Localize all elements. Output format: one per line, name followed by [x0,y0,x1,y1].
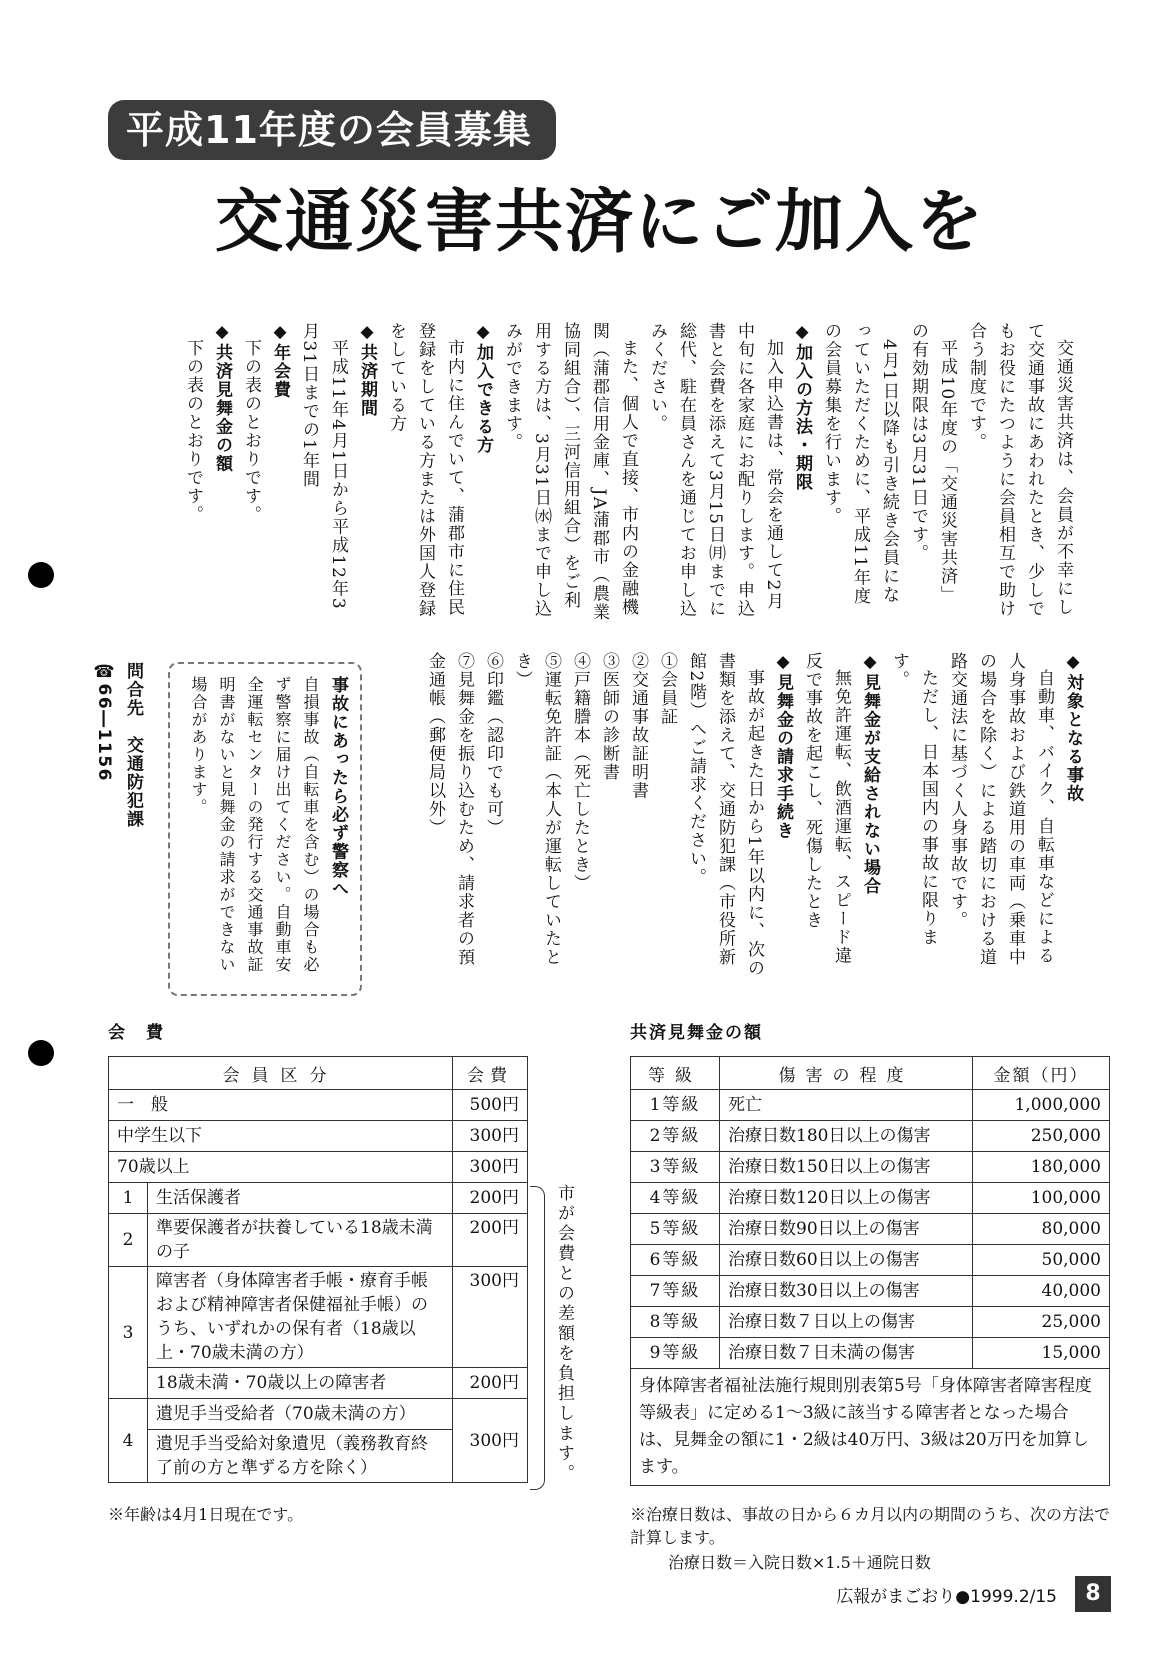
table-row [631,1183,1110,1214]
benefit-grade: 2等級 [631,1121,720,1152]
table-row [109,1090,528,1121]
benefit-desc: 治療日数90日以上の傷害 [720,1214,973,1245]
table-row [109,1183,528,1214]
row-amount: 300円 [453,1399,528,1483]
contact-phone: ☎66―1156 [94,662,114,782]
row-number: 2 [109,1214,148,1267]
section-heading: ◆共済期間 [357,322,377,418]
row-number: 1 [109,1183,148,1214]
benefit-amount: 100,000 [973,1183,1110,1214]
table-row [109,1368,528,1399]
contact-info [89,662,147,882]
table-row [631,1245,1110,1276]
benefit-title: 共済見舞金の額 [630,1023,763,1043]
row-number: 3 [109,1267,148,1399]
row-label: 中学生以下 [109,1121,453,1152]
section-heading: ◆見舞金が支給されない場合 [860,652,880,896]
table-row [631,1090,1110,1121]
paragraph: 下の表のとおりです。 [183,339,203,524]
benefit-desc: 治療日数120日以上の傷害 [720,1183,973,1214]
row-label: 準要保護者が扶養している18歳未満の子 [148,1214,453,1267]
subsidy-note: 市が会費との差額を負担します。 [554,1184,574,1484]
paragraph: 交通災害共済は、会員が不幸にして交通事故にあわれたとき、少しでもお役にたつように会員相互で助け合う制度です。 [966,322,1073,618]
benefit-desc: 死亡 [720,1090,973,1121]
benefit-amount: 250,000 [973,1121,1110,1152]
section-heading: ◆加入できる方 [473,322,493,455]
row-amount: 300円 [453,1121,528,1152]
row-number: 4 [109,1399,148,1483]
fee-col-category: 会員区分 [109,1057,453,1090]
row-amount: 300円 [453,1267,528,1368]
top-article [178,322,1077,622]
benefit-amount: 50,000 [973,1245,1110,1276]
paragraph: 加入申込書は、常会を通して2月中旬に各家庭にお配りします。申込書と会費を添えて3月15日㈪までに総代、駐在員さんを通じてお申し込みください。 [647,322,783,618]
paragraph: ただし、日本国内の事故に限ります。 [889,652,938,947]
benefit-amount: 15,000 [973,1338,1110,1369]
benefit-amount: 80,000 [973,1214,1110,1245]
paragraph: 事故が起きた日から1年以内に、次の書類を添えて、交通防犯課（市役所新館2階）へご請求ください。 [686,652,764,978]
benefit-desc: 治療日数60日以上の傷害 [720,1245,973,1276]
list-item: ①会員証 [657,652,677,726]
row-label: 18歳未満・70歳以上の障害者 [148,1368,453,1399]
benefit-footnote: ※治療日数は、事故の日から６カ月以内の期間のうち、次の方法で計算します。 [630,1505,1111,1547]
row-label: 70歳以上 [109,1152,453,1183]
benefit-desc: 治療日数180日以上の傷害 [720,1121,973,1152]
row-label: 遺児手当受給者（70歳未満の方） [148,1399,453,1430]
paragraph: 下の表のとおりです。 [241,339,261,524]
benefit-grade: 8等級 [631,1307,720,1338]
row-amount: 500円 [453,1090,528,1121]
binder-hole-mark [28,562,54,588]
paragraph: 4月1日以降も引き続き会員になっていただくために、平成11年度の会員募集を行います。 [821,322,899,606]
subsidy-bracket [530,1186,545,1490]
benefit-desc: 治療日数150日以上の傷害 [720,1152,973,1183]
paragraph: 市内に住んでいて、蒲郡市に住民登録をしている方または外国人登録をしている方 [386,322,464,618]
benefit-col-grade: 等級 [631,1057,720,1090]
paragraph: 自動車、バイク、自転車などによる人身事故および鉄道用の車両（乗車中の場合を除く）による踏切における道路交通法に基づく人身事故です。 [947,652,1054,967]
list-item: ④戸籍謄本（死亡したとき） [570,652,590,893]
fee-simple-rows [109,1090,528,1183]
table-row [631,1121,1110,1152]
table-row [109,1267,528,1368]
section-heading: ◆年会費 [270,322,290,399]
fee-title: 会 費 [108,1023,165,1043]
benefit-amount: 1,000,000 [973,1090,1110,1121]
publication-footer: 広報がまごおり●1999.2/15 [836,1587,1057,1607]
fee-col-amount: 会費 [453,1057,528,1090]
row-amount: 300円 [453,1152,528,1183]
table-row [631,1338,1110,1369]
contact-dept: 問合先 交通防犯課 [123,662,143,829]
section-heading: ◆共済見舞金の額 [212,322,232,473]
list-item: ②交通事故証明書 [628,652,648,800]
list-item: ⑦見舞金を振り込むため、請求者の預金通帳（郵便局以外） [425,652,474,967]
benefit-table [630,1056,1110,1486]
benefit-grade: 9等級 [631,1338,720,1369]
table-row [631,1214,1110,1245]
table-row [631,1152,1110,1183]
list-item: ⑤運転免許証（本人が運転していたとき） [512,652,561,967]
list-item: ③医師の診断書 [599,652,619,782]
row-label: 一 般 [109,1090,453,1121]
benefit-grade: 1等級 [631,1090,720,1121]
notice [184,676,352,976]
benefit-desc: 治療日数７日以上の傷害 [720,1307,973,1338]
benefit-amount: 25,000 [973,1307,1110,1338]
paragraph: 平成10年度の「交通災害共済」の有効期限は3月31日です。 [908,322,957,605]
benefit-amount: 40,000 [973,1276,1110,1307]
benefit-grade: 6等級 [631,1245,720,1276]
benefit-grade: 4等級 [631,1183,720,1214]
table-row [109,1399,528,1430]
row-amount: 200円 [453,1214,528,1267]
table-row [631,1276,1110,1307]
fee-table [108,1056,528,1483]
notice-title: 事故にあったら必ず警察へ [328,676,348,898]
table-row [631,1307,1110,1338]
benefit-grade: 5等級 [631,1214,720,1245]
row-label: 遺児手当受給対象遺児（義務教育終了前の方と準ずる方を除く） [148,1430,453,1483]
benefit-note: 身体障害者福祉法施行規則別表第5号「身体障害者障害程度等級表」に定める1～3級に該当する障害者となった場合は、見舞金の額に1・2級は40万円、3級は20万円を加算します。 [631,1369,1110,1486]
table-row [109,1152,528,1183]
mid-article [420,652,1087,982]
row-amount: 200円 [453,1183,528,1214]
benefit-formula: 治療日数＝入院日数×1.5＋通院日数 [668,1553,931,1572]
benefit-amount: 180,000 [973,1152,1110,1183]
benefit-grade: 7等級 [631,1276,720,1307]
page-number: 8 [1075,1576,1111,1612]
row-label: 障害者（身体障害者手帳・療育手帳および精神障害者保健福祉手帳）のうち、いずれかの保有者（18歳以上・70歳未満の方） [148,1267,453,1368]
row-amount: 200円 [453,1368,528,1399]
binder-hole-mark [28,1040,54,1066]
table-row [109,1214,528,1267]
section-tag: 平成11年度の会員募集 [108,100,556,160]
row-label: 生活保護者 [148,1183,453,1214]
benefit-desc: 治療日数７日未満の傷害 [720,1338,973,1369]
paragraph: 平成11年4月1日から平成12年3月31日までの1年間 [299,322,348,611]
section-heading: ◆見舞金の請求手続き [773,652,793,840]
benefit-rows [631,1090,1110,1369]
fee-footnote: ※年齢は4月1日現在です。 [108,1505,304,1524]
paragraph: また、個人で直接、市内の金融機関（蒲郡信用金庫、JA蒲郡市（農業協同組合）、三河信用組合）をご利用する方は、3月31日㈬まで申し込みができます。 [502,322,638,622]
section-heading: ◆対象となる事故 [1063,652,1083,803]
table-row [631,1369,1110,1486]
benefit-col-desc: 傷害の程度 [720,1057,973,1090]
paragraph: 無免許運転、飲酒運転、スピード違反で事故を起こし、死傷したとき [802,652,851,965]
notice-body: 自損事故（自転車を含む）の場合も必ず警察に届け出てください。自動車安全運転センターの発行する交通事故証明書がないと見舞金の請求ができない場合があります。 [189,676,320,974]
benefit-grade: 3等級 [631,1152,720,1183]
headline: 交通災害共済にご加入を [214,183,985,262]
table-row [109,1121,528,1152]
benefit-desc: 治療日数30日以上の傷害 [720,1276,973,1307]
section-heading: ◆加入の方法・期限 [792,322,812,492]
benefit-col-amount: 金額（円） [973,1057,1110,1090]
list-item: ⑥印鑑（認印でも可） [483,652,503,837]
